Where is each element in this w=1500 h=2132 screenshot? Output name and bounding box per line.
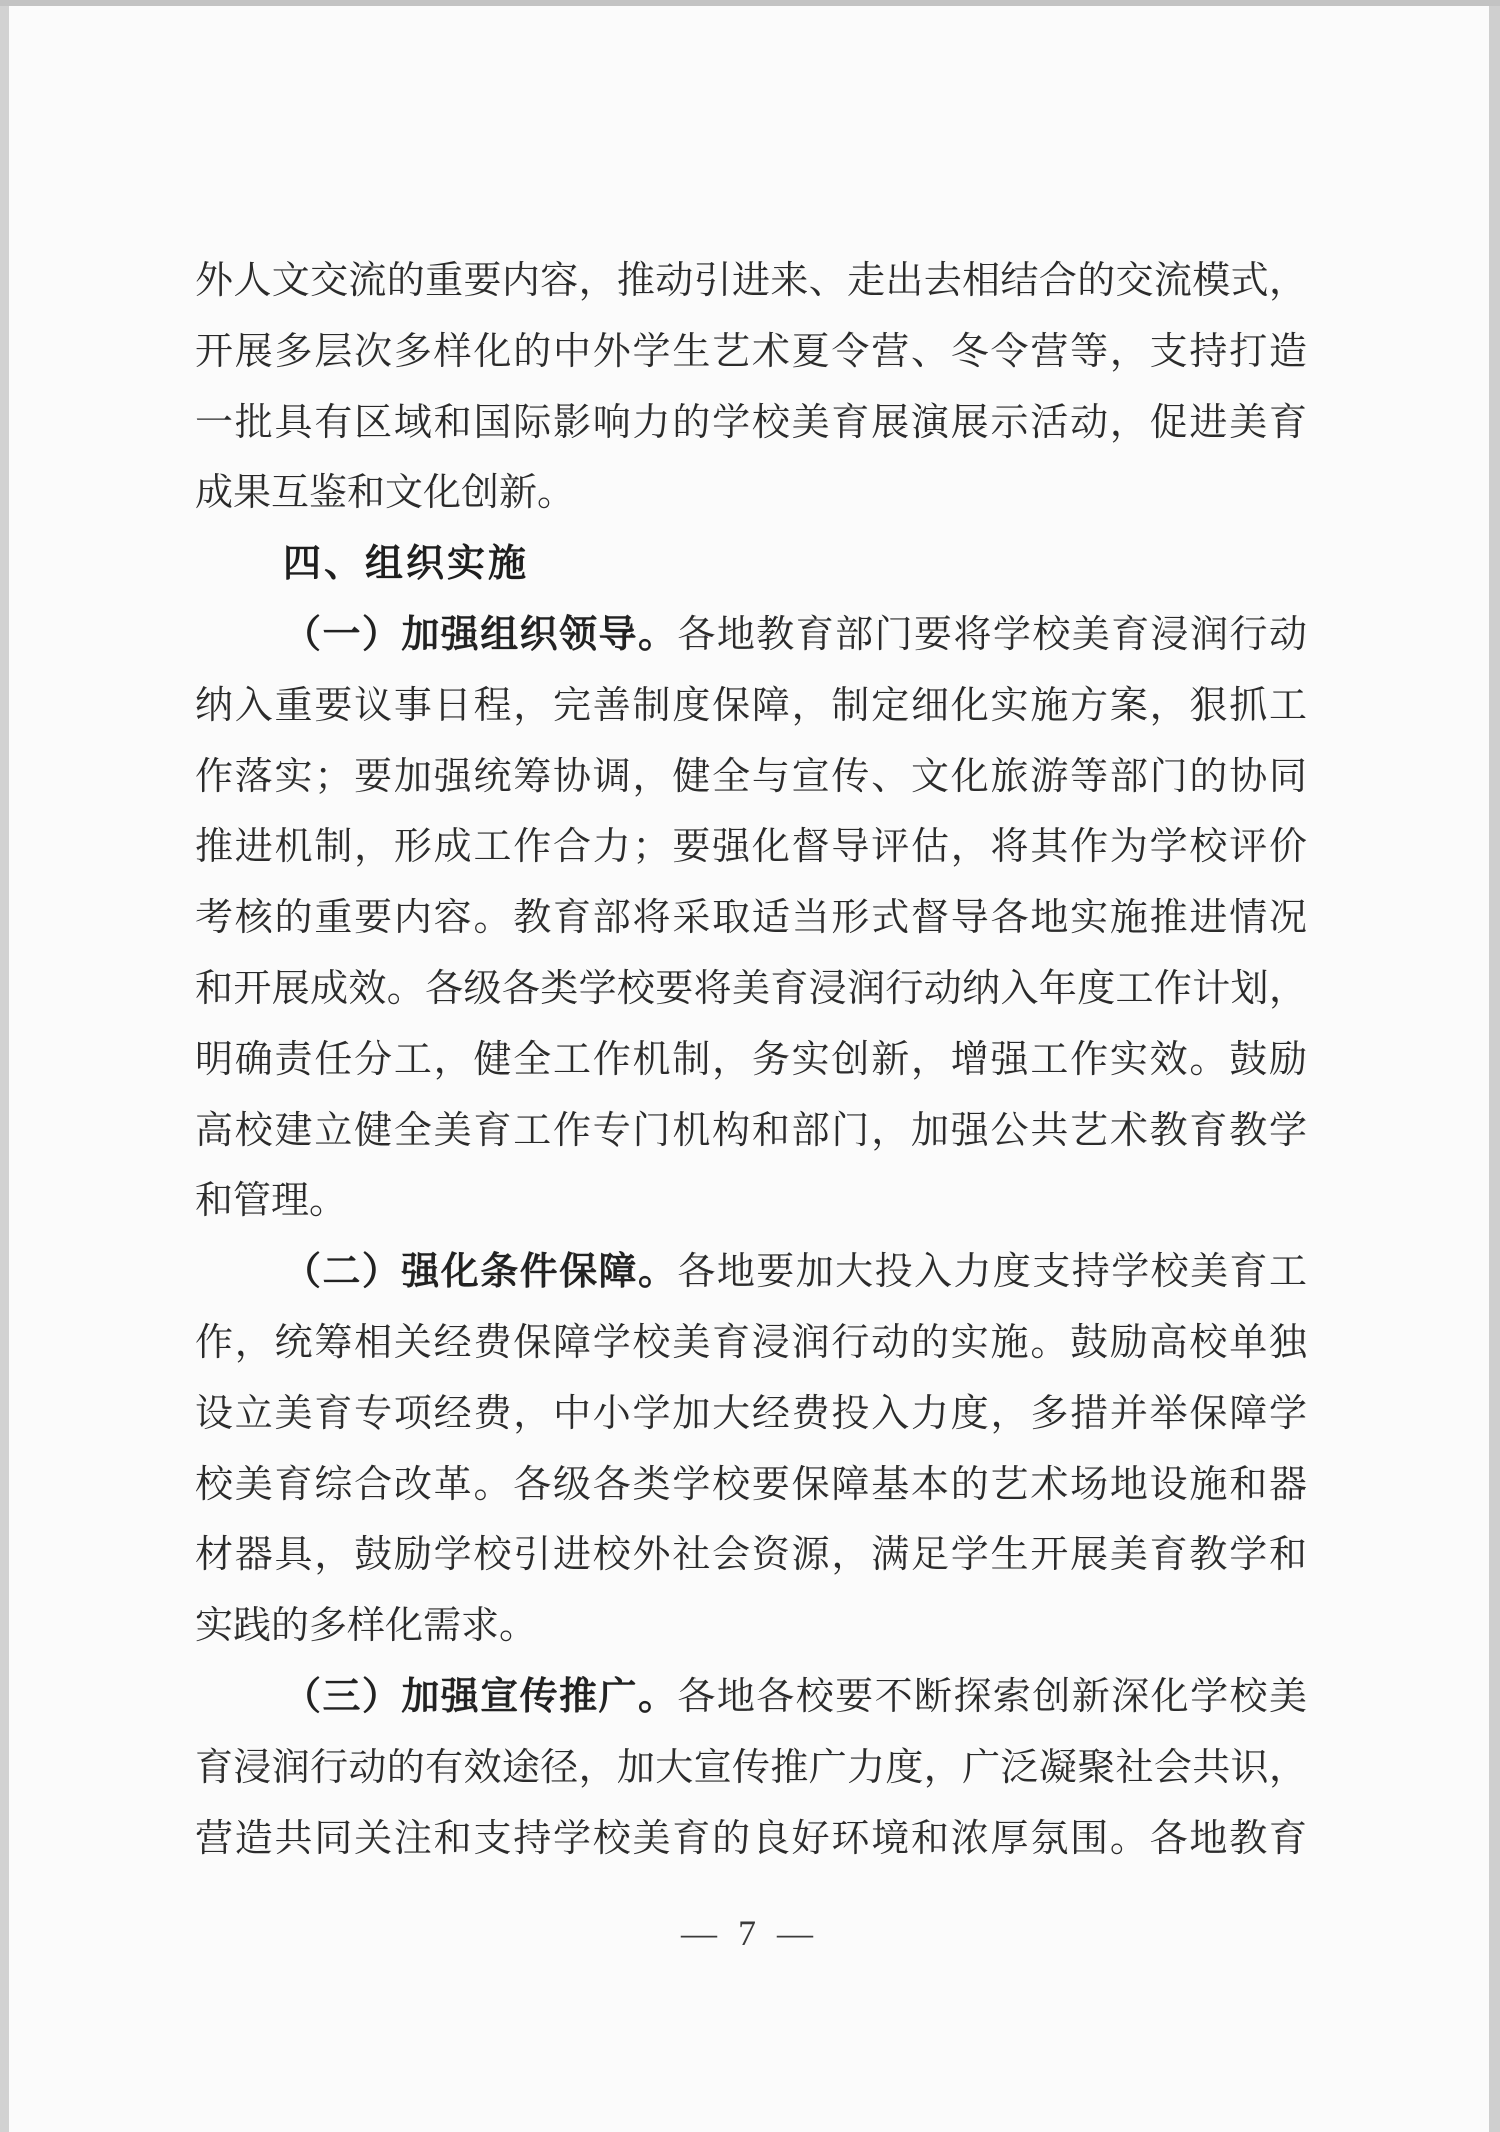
text-line: 纳入重要议事日程，完善制度保障，制定细化实施方案，狠抓工 [195, 684, 1307, 727]
text-line: 育浸润行动的有效途径，加大宣传推广力度，广泛凝聚社会共识， [195, 1746, 1307, 1789]
text-line: 成果互鉴和文化创新。 [195, 472, 576, 515]
text-line: 和管理。 [195, 1180, 348, 1223]
paragraph-lead: （三）加强宣传推广。 [283, 1675, 678, 1718]
text-line: 和开展成效。各级各类学校要将美育浸润行动纳入年度工作计划， [195, 967, 1307, 1010]
text-line: 高校建立健全美育工作专门机构和部门，加强公共艺术教育教学 [195, 1109, 1307, 1152]
paragraph-text: 各地各校要不断探索创新深化学校美 [677, 1675, 1307, 1718]
paragraph-lead: （二）强化条件保障。 [283, 1251, 678, 1294]
text-line [195, 600, 1307, 671]
text-line: 明确责任分工，健全工作机制，务实创新，增强工作实效。鼓励 [195, 1038, 1307, 1081]
text-line: 外人文交流的重要内容，推动引进来、走出去相结合的交流模式， [195, 260, 1307, 302]
section-heading: 四、组织实施 [283, 543, 530, 586]
paragraph-lead: （一）加强组织领导。 [283, 613, 678, 656]
text-line: 作，统筹相关经费保障学校美育浸润行动的实施。鼓励高校单独 [195, 1321, 1307, 1364]
text-line: 一批具有区域和国际影响力的学校美育展演展示活动，促进美育 [195, 401, 1307, 444]
text-line: 推进机制，形成工作合力；要强化督导评估，将其作为学校评价 [195, 826, 1307, 869]
text-line: 材器具，鼓励学校引进校外社会资源，满足学生开展美育教学和 [195, 1534, 1307, 1577]
text-line: 校美育综合改革。各级各类学校要保障基本的艺术场地设施和器 [195, 1463, 1307, 1506]
text-line: 考核的重要内容。教育部将采取适当形式督导各地实施推进情况 [195, 897, 1307, 940]
text-line: 实践的多样化需求。 [195, 1605, 538, 1648]
document-body [195, 246, 1307, 1874]
paragraph-text: 各地要加大投入力度支持学校美育工 [677, 1251, 1307, 1294]
text-line: 营造共同关注和支持学校美育的良好环境和浓厚氛围。各地教育 [195, 1817, 1307, 1860]
text-line [195, 1662, 1307, 1733]
text-line: 开展多层次多样化的中外学生艺术夏令营、冬令营等，支持打造 [195, 330, 1307, 373]
text-line [195, 1237, 1307, 1308]
paragraph-text: 各地教育部门要将学校美育浸润行动 [677, 613, 1307, 656]
page-number: — 7 — [681, 1913, 819, 1953]
text-line: 作落实；要加强统筹协调，健全与宣传、文化旅游等部门的协同 [195, 755, 1307, 798]
page-edge-left [0, 6, 9, 2132]
page-edge-top [0, 0, 1500, 6]
text-line: 设立美育专项经费，中小学加大经费投入力度，多措并举保障学 [195, 1392, 1307, 1435]
page-edge-right [1489, 6, 1500, 2132]
